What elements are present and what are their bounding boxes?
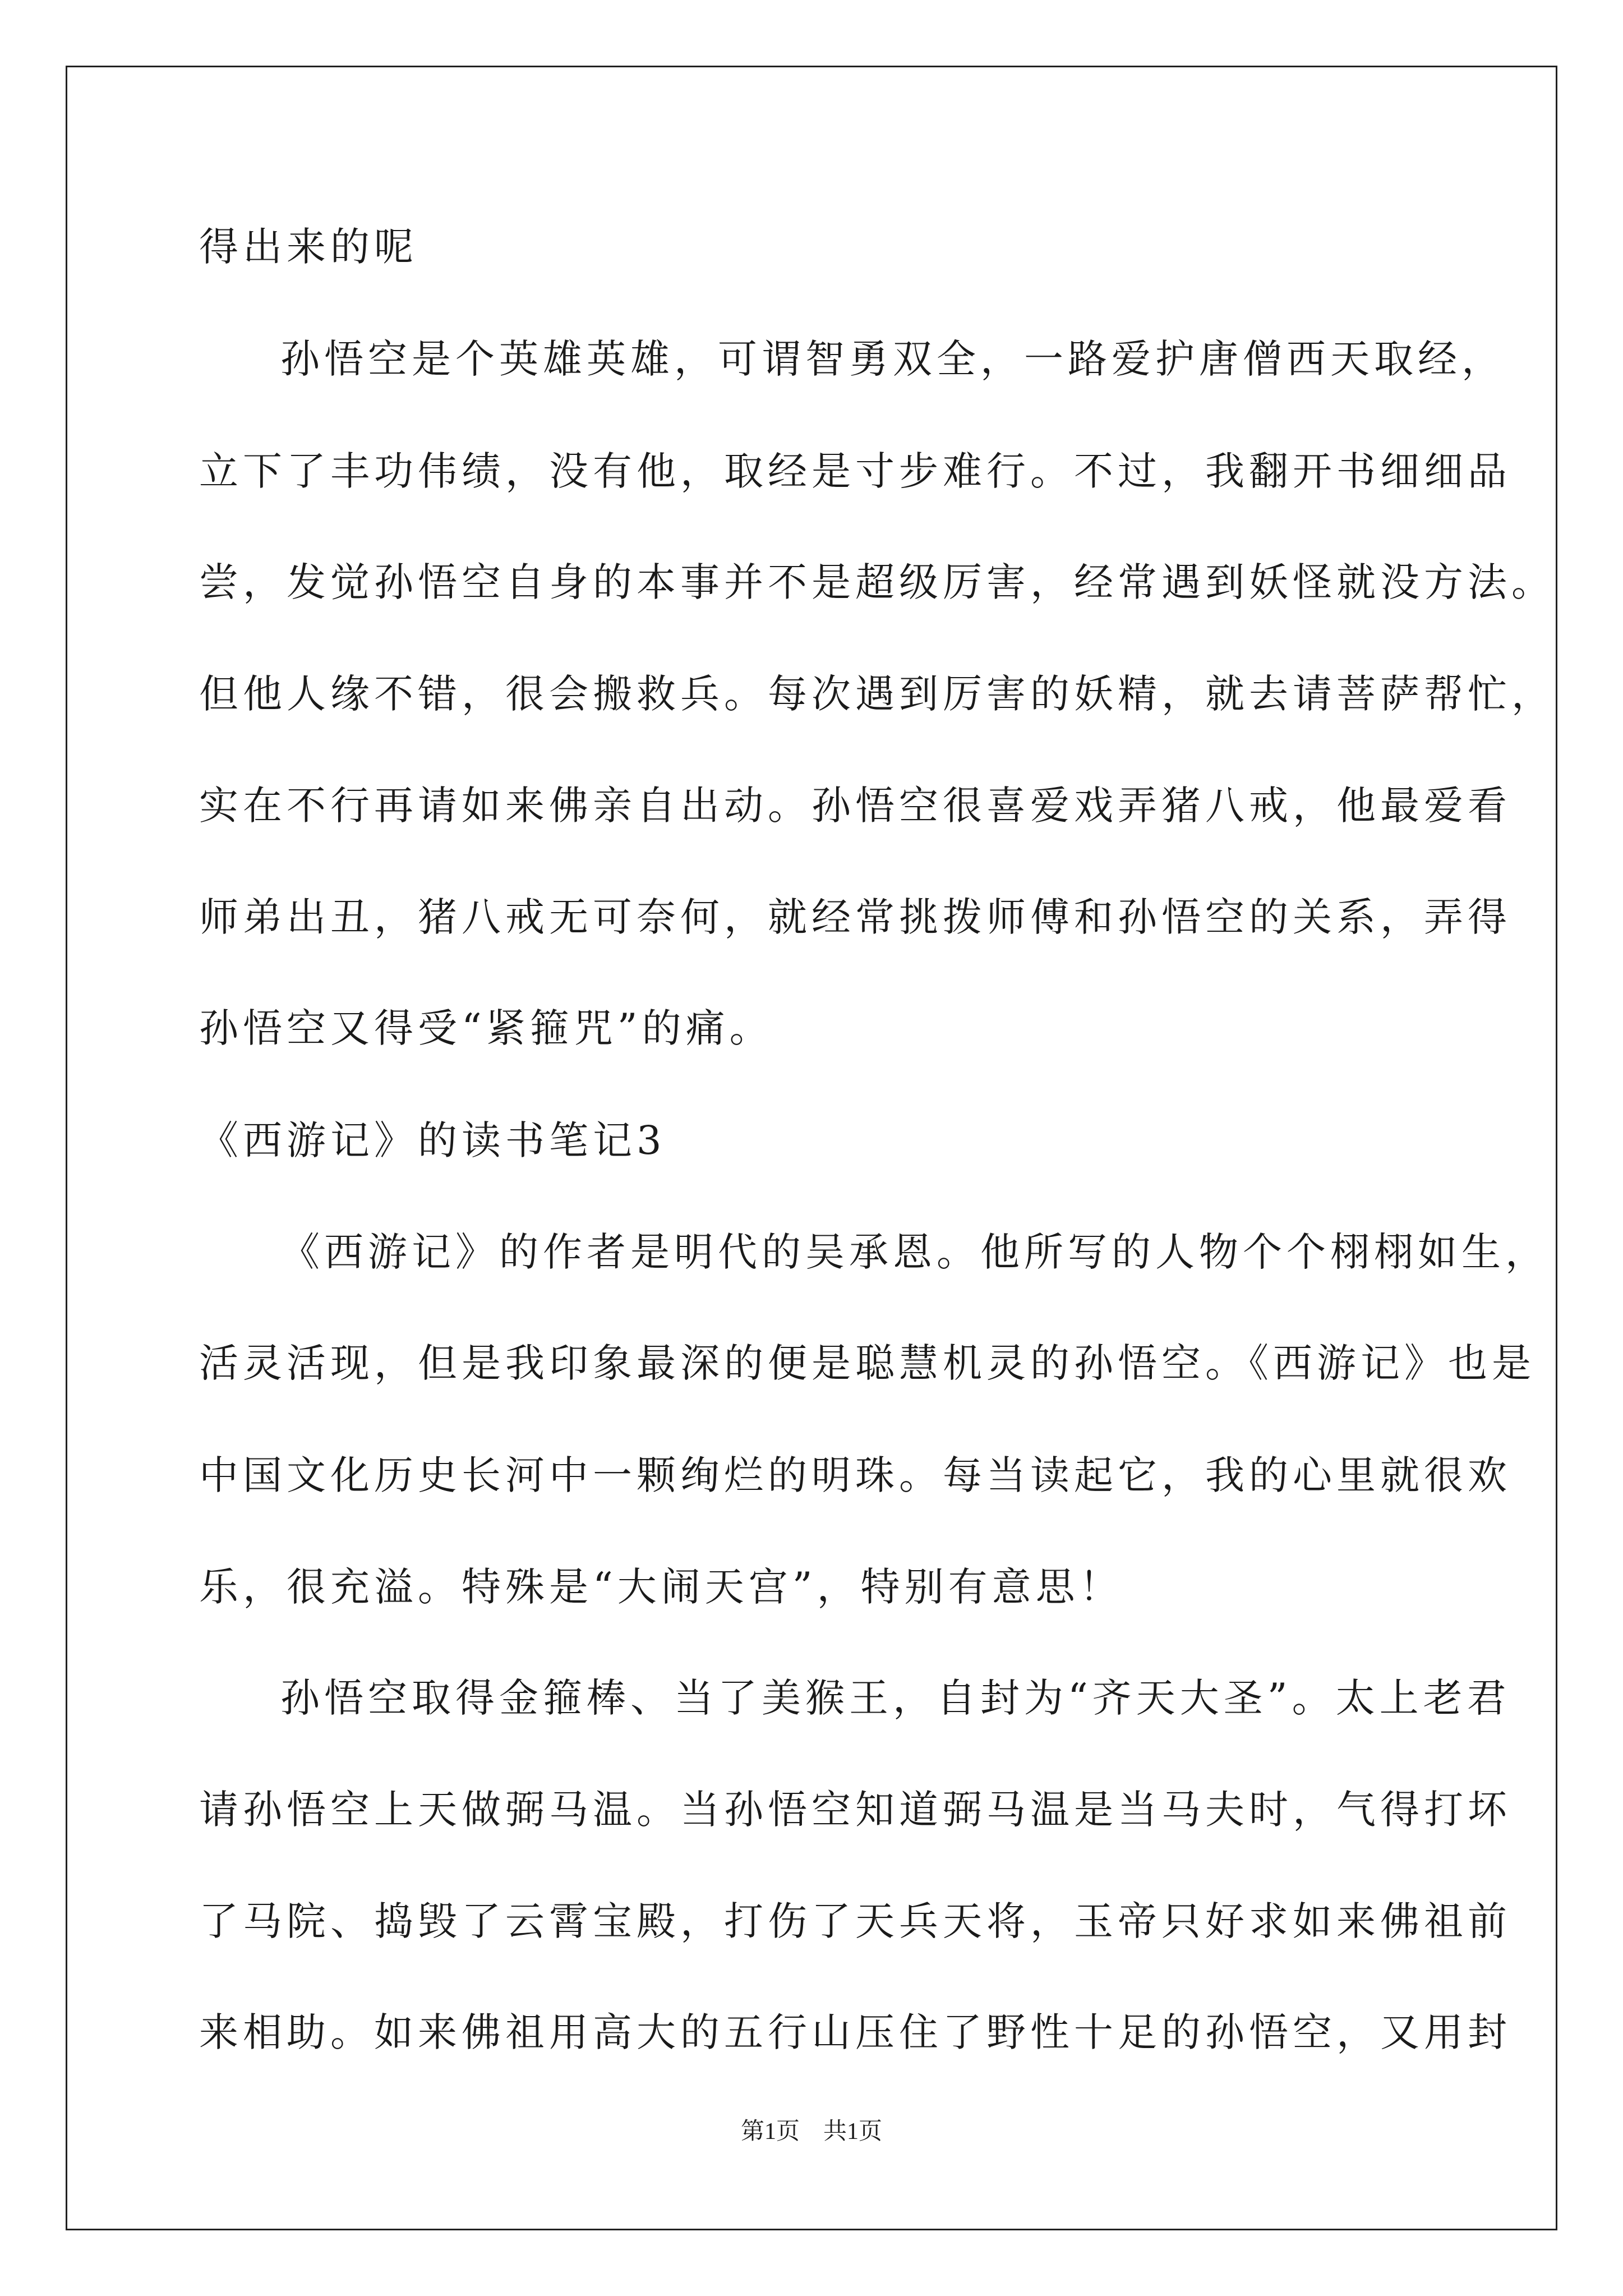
- text-line: 请孙悟空上天做弼马温。当孙悟空知道弼马温是当马夫时，气得打坏: [199, 1787, 1511, 1833]
- text-line: 但他人缘不错，很会搬救兵。每次遇到厉害的妖精，就去请菩萨帮忙，: [199, 671, 1555, 717]
- text-line: 活灵活现，但是我印象最深的便是聪慧机灵的孙悟空。《西游记》也是: [199, 1340, 1536, 1386]
- text-line: 尝，发觉孙悟空自身的本事并不是超级厉害，经常遇到妖怪就没方法。: [199, 559, 1555, 605]
- text-line: 中国文化历史长河中一颗绚烂的明珠。每当读起它，我的心里就很欢: [199, 1452, 1511, 1498]
- text-line: 孙悟空又得受“紧箍咒”的痛。: [199, 1005, 773, 1051]
- text-line: 乐，很充溢。特殊是“大闹天宫”，特别有意思！: [199, 1564, 1123, 1610]
- paragraph-start-line: 孙悟空取得金箍棒、当了美猴王，自封为“齐天大圣”。太上老君: [280, 1675, 1511, 1721]
- text-line: 来相助。如来佛祖用高大的五行山压住了野性十足的孙悟空，又用封: [199, 2009, 1511, 2055]
- text-line: 实在不行再请如来佛亲自出动。孙悟空很喜爱戏弄猪八戒，他最爱看: [199, 783, 1511, 829]
- paragraph-start-line: 孙悟空是个英雄英雄，可谓智勇双全，一路爱护唐僧西天取经，: [280, 336, 1505, 382]
- text-line: 得出来的呢: [199, 224, 418, 270]
- text-line: 立下了丰功伟绩，没有他，取经是寸步难行。不过，我翻开书细细品: [199, 448, 1511, 494]
- paragraph-start-line: 《西游记》的作者是明代的吴承恩。他所写的人物个个栩栩如生，: [280, 1229, 1549, 1275]
- page-number-footer: 第1页 共1页: [740, 2119, 882, 2145]
- text-line: 师弟出丑，猪八戒无可奈何，就经常挑拨师傅和孙悟空的关系，弄得: [199, 894, 1511, 940]
- text-line: 了马院、捣毁了云霄宝殿，打伤了天兵天将，玉帝只好求如来佛祖前: [199, 1898, 1511, 1944]
- section-heading: 《西游记》的读书笔记3: [199, 1117, 666, 1163]
